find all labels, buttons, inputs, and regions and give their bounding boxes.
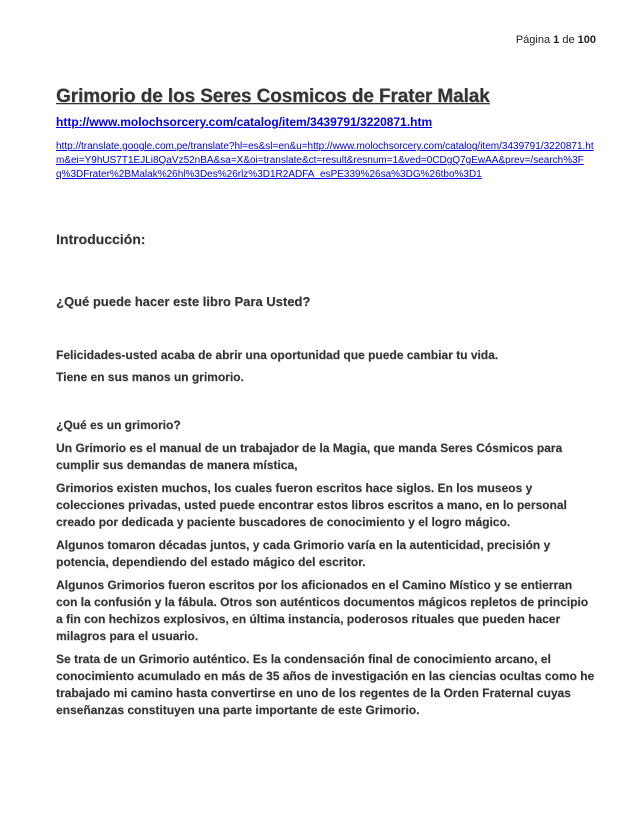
source-link[interactable]: http://www.molochsorcery.com/catalog/item/3439791/3220871.htm bbox=[56, 115, 433, 129]
intro-heading: Introducción: bbox=[56, 231, 146, 247]
paragraph-autentico: Se trata de un Grimorio auténtico. Es la condensación final de conocimiento arcano, el conocimiento acumulado en más de 35 años de investigación en las ciencias ocultas como he trabajado mi camino hasta convertirse en uno de los regentes de la Orden Fraternal cuyas enseñanzas constituyen una parte importante de este Grimorio. bbox=[56, 652, 595, 717]
grimorio-heading: ¿Qué es un grimorio? bbox=[56, 418, 181, 432]
paragraph-manual: Un Grimorio es el manual de un trabajador de la Magia, que manda Seres Cósmicos para cumplir sus demandas de manera mística, bbox=[56, 441, 563, 472]
paragraph-felicidades: Felicidades-usted acaba de abrir una oportunidad que puede cambiar tu vida. bbox=[56, 348, 499, 362]
page-current: 1 bbox=[553, 34, 560, 46]
translate-link[interactable]: http://translate.google.com.pe/translate?hl=es&sl=en&u=http://www.molochsorcery.com/catalog/item/3439791/3220871.htm&ei=Y9hUS7T1EJLi8QaVz52nBA&sa=X&oi=translate&ct=result&resnum=1&ved=0CDgQ7gEwAA&prev=/search%3Fq%3DFrater%2BMalak%26hl%3Des%26rlz%3D1R2ADFA_esPE339%26sa%3DG%26tbo%3D1 bbox=[56, 141, 594, 180]
page-prefix: Página bbox=[515, 34, 551, 46]
paragraph-decadas: Algunos tomaron décadas juntos, y cada Grimorio varía en la autenticidad, precisión y potencia, dependiendo del estado mágico del escritor. bbox=[56, 538, 551, 569]
paragraph-manos: Tiene en sus manos un grimorio. bbox=[56, 370, 244, 384]
paragraph-aficionados: Algunos Grimorios fueron escritos por los aficionados en el Camino Místico y se entierran con la confusión y la fábula. Otros son auténticos documentos mágicos repletos de principio a fin con hechizos explosivos, en última instancia, poderosos rituales que pueden hacer milagros para el usuario. bbox=[56, 578, 589, 643]
page-number bbox=[516, 34, 596, 46]
page-sep: de bbox=[562, 34, 575, 46]
page-total: 100 bbox=[577, 34, 596, 46]
document-title: Grimorio de los Seres Cosmicos de Frater Malak bbox=[56, 86, 490, 107]
question-heading: ¿Qué puede hacer este libro Para Usted? bbox=[56, 294, 311, 309]
document-body bbox=[56, 86, 596, 719]
paragraph-museos: Grimorios existen muchos, los cuales fueron escritos hace siglos. En los museos y colecciones privadas, usted puede encontrar estos libros escritos a mano, en lo personal creado por dedicada y paciente buscadores de conocimiento y el logro mágico. bbox=[56, 481, 567, 529]
